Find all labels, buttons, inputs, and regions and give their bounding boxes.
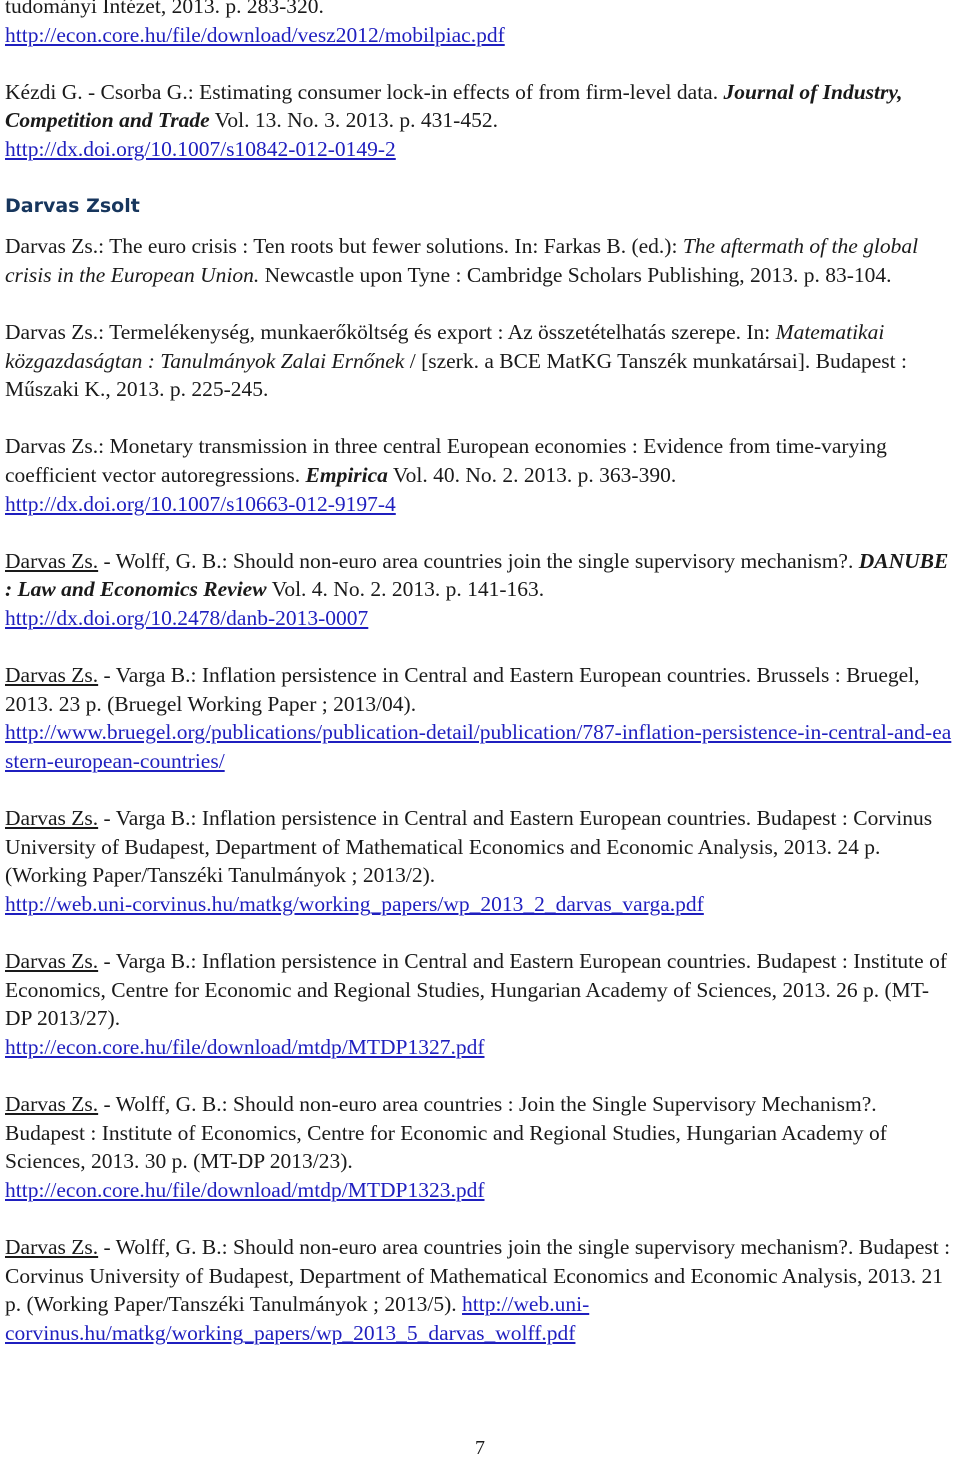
reference-details: Vol. 13. No. 3. 2013. p. 431-452. [209, 108, 498, 133]
reference-coauthor: - Varga B. [98, 949, 191, 973]
reference-author: Darvas Zs. [5, 1234, 99, 1259]
reference-journal: Empirica [305, 462, 388, 487]
reference-coauthor: - Wolff, G. B. [98, 548, 222, 573]
document-page [5, 0, 953, 1376]
reference-details: Newcastle upon Tyne : Cambridge Scholars Publishing, 2013. p. 83-104. [259, 262, 892, 287]
reference-details: Vol. 4. No. 2. 2013. p. 141-163. [266, 577, 545, 602]
reference-journal: Journal of Industry, Competition and Trade [5, 79, 903, 133]
reference-link[interactable]: http://econ.core.hu/file/download/mtdp/MTDP1327.pdf [5, 1034, 485, 1059]
reference-link[interactable]: http://econ.core.hu/file/download/mtdp/MTDP1323.pdf [5, 1177, 485, 1202]
reference-item [5, 232, 953, 289]
reference-link[interactable]: http://econ.core.hu/file/download/vesz2012/mobilpiac.pdf [5, 22, 505, 47]
reference-author: Darvas Zs. [5, 548, 99, 573]
reference-title: : Monetary transmission in three central European economies : Evidence from time-varying coefficient vector autoregressions. [5, 434, 887, 487]
reference-author: Darvas Zs. [5, 1091, 99, 1116]
reference-item [5, 1090, 953, 1204]
reference-item [5, 432, 953, 518]
reference-link[interactable]: http://web.uni-corvinus.hu/matkg/working_papers/wp_2013_5_darvas_wolff.pdf [5, 1292, 590, 1345]
reference-title: : Inflation persistence in Central and Eastern European countries. Budapest : Institute of Economics, Centre for Economic and Regional Studies, Hungarian Academy of Sciences, 2013. 26 p. (MT-DP 2013/27). [5, 949, 947, 1031]
reference-link[interactable]: http://dx.doi.org/10.2478/danb-2013-0007 [5, 605, 369, 630]
reference-authors: Kézdi G. - Csorba G. [5, 79, 188, 104]
reference-link[interactable]: http://web.uni-corvinus.hu/matkg/working_papers/wp_2013_2_darvas_varga.pdf [5, 891, 704, 916]
reference-author: Darvas Zs. [5, 234, 99, 259]
reference-details: Vol. 40. No. 2. 2013. p. 363-390. [387, 462, 677, 487]
reference-title: : Inflation persistence in Central and Eastern European countries. Brussels : Bruegel, 2013. 23 p. (Bruegel Working Paper ; 2013/04). [5, 663, 920, 716]
reference-title: : Should non-euro area countries join the single supervisory mechanism?. Budapest : Corvinus University of Budapest, Department of Mathematical Economics and Economic Analysis, 2013. 21 p. (Working Paper/Tanszéki Tanulmányok ; 2013/5). [5, 1234, 951, 1317]
section-heading: Darvas Zsolt [5, 195, 140, 218]
reference-title: : Should non-euro area countries : Join the Single Supervisory Mechanism?. Budapest : Institute of Economics, Centre for Economic and Regional Studies, Hungarian Academy of Sciences, 2013. 30 p. (MT-DP 2013/23). [5, 1091, 887, 1174]
reference-title: : Should non-euro area countries join the single supervisory mechanism?. [221, 548, 859, 573]
reference-item [5, 947, 953, 1061]
reference-source: Matematikai közgazdaságtan : Tanulmányok Zalai Ernőnek [5, 319, 885, 373]
reference-source: The aftermath of the global crisis in the European Union. [5, 234, 919, 287]
reference-item [5, 318, 953, 404]
reference-title: : The euro crisis : Ten roots but fewer solutions. In: Farkas B. (ed.): [98, 234, 683, 259]
reference-item [5, 1233, 953, 1347]
reference-author: Darvas Zs. [5, 806, 99, 831]
page-number: 7 [475, 1437, 485, 1459]
reference-item [5, 804, 953, 918]
reference-coauthor: - Varga B. [98, 806, 191, 831]
reference-coauthor: - Wolff, G. B. [98, 1234, 222, 1259]
reference-title: : Termelékenység, munkaerőköltség és export : Az összetételhatás szerepe. In: [98, 319, 776, 344]
reference-author: Darvas Zs. [5, 949, 99, 973]
reference-link[interactable]: http://dx.doi.org/10.1007/s10842-012-0149-2 [5, 136, 396, 161]
reference-coauthor: - Wolff, G. B. [98, 1091, 222, 1116]
reference-author: Darvas Zs. [5, 319, 99, 344]
reference-journal: DANUBE : Law and Economics Review [5, 548, 949, 602]
reference-author: Darvas Zs. [5, 663, 99, 688]
reference-title: : Estimating consumer lock-in effects of from firm-level data. [187, 79, 724, 104]
reference-details: / [szerk. a BCE MatKG Tanszék munkatársai]. Budapest : Műszaki K., 2013. p. 225-245. [5, 348, 907, 402]
reference-kezdi [5, 78, 953, 164]
reference-title: : Inflation persistence in Central and Eastern European countries. Budapest : Corvinus University of Budapest, Department of Mathematical Economics and Economic Analysis, 2013. 24 p. (Working Paper/Tanszéki Tanulmányok ; 2013/2). [5, 806, 933, 888]
reference-item [5, 547, 953, 633]
reference-link[interactable]: http://dx.doi.org/10.1007/s10663-012-9197-4 [5, 491, 396, 516]
reference-item [5, 661, 953, 775]
reference-author: Darvas Zs. [5, 434, 99, 459]
reference-text: tudományi Intézet, 2013. p. 283-320. [5, 0, 324, 18]
reference-continued [5, 0, 953, 49]
reference-link[interactable]: http://www.bruegel.org/publications/publication-detail/publication/787-inflation-persistence-in-central-and-eastern-european-countries/ [5, 720, 952, 773]
reference-coauthor: - Varga B. [98, 663, 191, 688]
